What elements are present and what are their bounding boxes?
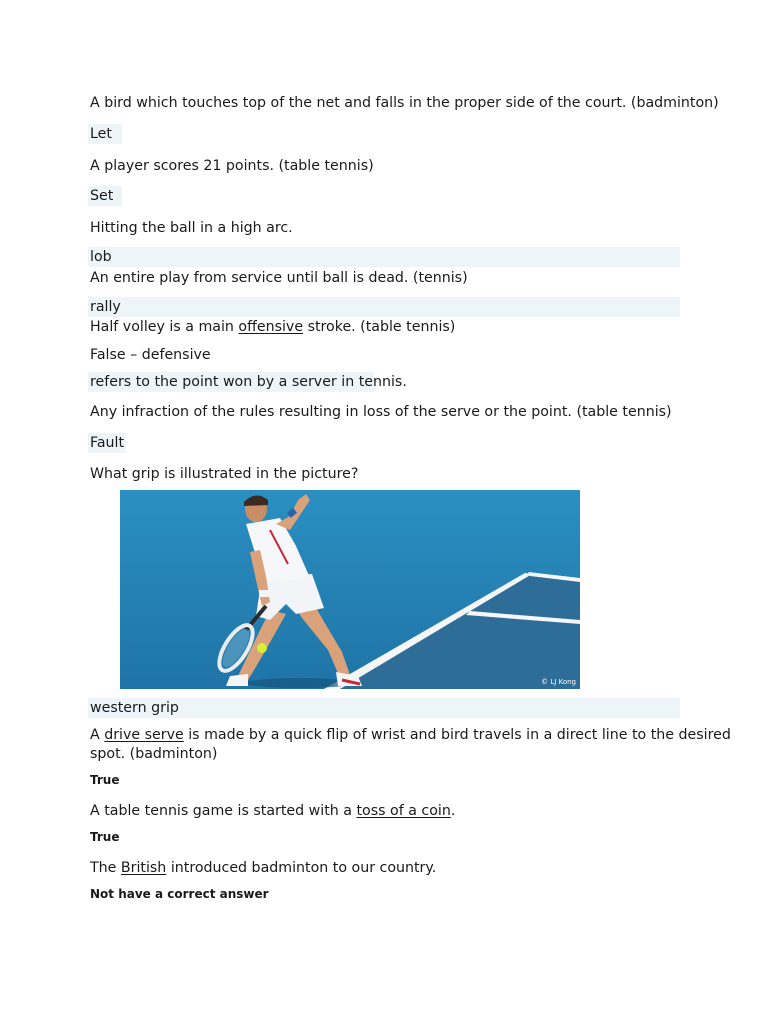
tennis-player-photo — [120, 490, 580, 689]
answer-10: True — [90, 830, 120, 844]
answer-4: rally — [90, 299, 121, 315]
question-2: A player scores 21 points. (table tennis) — [90, 158, 374, 174]
question-9-line-2: spot. (badminton) — [90, 746, 218, 762]
answer-11: Not have a correct answer — [90, 887, 269, 901]
underlined-term: British — [120, 860, 167, 876]
answer-5: False – defensive — [90, 347, 211, 363]
question-10: A table tennis game is started with a toss of a coin. — [90, 803, 456, 819]
answer-7: Fault — [90, 435, 125, 451]
answer-4-highlight — [88, 297, 680, 317]
question-1: A bird which touches top of the net and falls in the proper side of the court. (badminton) — [90, 95, 719, 111]
answer-1: Let — [90, 126, 112, 142]
question-7: Any infraction of the rules resulting in loss of the serve or the point. (table tennis) — [90, 404, 672, 420]
answer-3: lob — [90, 249, 112, 265]
underlined-term: offensive — [238, 319, 304, 335]
underlined-term: toss of a coin — [356, 803, 451, 819]
question-8: What grip is illustrated in the picture? — [90, 466, 359, 482]
question-11: The British introduced badminton to our country. — [90, 860, 437, 876]
question-4: An entire play from service until ball is dead. (tennis) — [90, 270, 468, 286]
underlined-term: drive serve — [104, 727, 184, 743]
question-9: A drive serve is made by a quick flip of wrist and bird travels in a direct line to the desired — [90, 727, 731, 743]
answer-2: Set — [90, 188, 114, 204]
question-6: refers to the point won by a server in tennis. — [90, 374, 407, 390]
question-3: Hitting the ball in a high arc. — [90, 220, 293, 236]
answer-3-highlight — [88, 247, 680, 267]
answer-9: True — [90, 773, 120, 787]
answer-8: western grip — [90, 700, 179, 716]
question-5: Half volley is a main offensive stroke. (table tennis) — [90, 319, 456, 335]
photo-credit: © LJ Kong — [541, 678, 576, 686]
